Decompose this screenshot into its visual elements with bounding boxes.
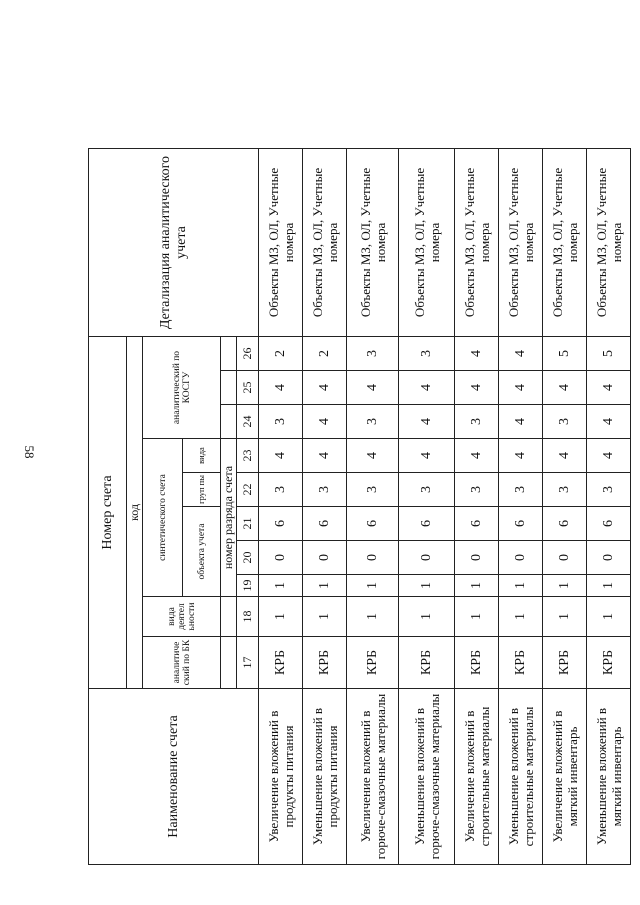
account-name-cell: Уменьшение вложений в продукты питания xyxy=(303,689,347,865)
header-code: код xyxy=(127,337,143,689)
digit-cell-22: 3 xyxy=(587,473,631,507)
digit-21: 21 xyxy=(237,507,259,541)
digit-cell-22: 3 xyxy=(499,473,543,507)
account-name-cell: Увеличение вложений в продукты питания xyxy=(259,689,303,865)
digit-cell-26: 3 xyxy=(347,337,399,371)
digit-cell-23: 4 xyxy=(455,439,499,473)
digit-cell-17: КРБ xyxy=(399,637,455,689)
digit-cell-25: 4 xyxy=(399,371,455,405)
detail-cell: Объекты МЗ, ОЛ, Учетные номера xyxy=(455,149,499,337)
digit-cell-21: 6 xyxy=(543,507,587,541)
account-name-cell: Увеличение вложений в мягкий инвентарь xyxy=(543,689,587,865)
digit-cell-21: 6 xyxy=(303,507,347,541)
account-name-cell: Увеличение вложений в строительные материалы xyxy=(455,689,499,865)
digit-cell-20: 0 xyxy=(543,541,587,575)
table-row xyxy=(499,149,543,865)
digit-cell-23: 4 xyxy=(499,439,543,473)
digit-cell-17: КРБ xyxy=(347,637,399,689)
digit-cell-20: 0 xyxy=(399,541,455,575)
digit-cell-17: КРБ xyxy=(587,637,631,689)
digit-cell-22: 3 xyxy=(347,473,399,507)
table-row xyxy=(347,149,399,865)
digit-22: 22 xyxy=(237,473,259,507)
digit-cell-26: 2 xyxy=(259,337,303,371)
digit-17: 17 xyxy=(237,637,259,689)
digit-cell-23: 4 xyxy=(347,439,399,473)
digit-cell-18: 1 xyxy=(347,597,399,637)
digit-cell-20: 0 xyxy=(587,541,631,575)
account-name-cell: Уменьшение вложений в горюче-смазочные материалы xyxy=(399,689,455,865)
digit-cell-25: 4 xyxy=(499,371,543,405)
detail-cell: Объекты МЗ, ОЛ, Учетные номера xyxy=(587,149,631,337)
table-row xyxy=(455,149,499,865)
digit-cell-24: 4 xyxy=(303,405,347,439)
detail-cell: Объекты МЗ, ОЛ, Учетные номера xyxy=(303,149,347,337)
digit-cell-18: 1 xyxy=(587,597,631,637)
account-name-cell: Уменьшение вложений в строительные материалы xyxy=(499,689,543,865)
digit-cell-21: 6 xyxy=(399,507,455,541)
table-row xyxy=(587,149,631,865)
detail-cell: Объекты МЗ, ОЛ, Учетные номера xyxy=(347,149,399,337)
header-analytic-kosgu: аналитический по КОСГУ xyxy=(143,337,221,439)
digit-cell-22: 3 xyxy=(543,473,587,507)
digit-cell-24: 4 xyxy=(399,405,455,439)
digit-cell-23: 4 xyxy=(303,439,347,473)
digit-cell-26: 5 xyxy=(543,337,587,371)
digit-cell-26: 3 xyxy=(399,337,455,371)
digit-cell-24: 4 xyxy=(587,405,631,439)
digit-cell-25: 4 xyxy=(259,371,303,405)
digit-cell-23: 4 xyxy=(259,439,303,473)
digit-cell-19: 1 xyxy=(455,575,499,597)
digit-cell-24: 4 xyxy=(499,405,543,439)
digit-cell-24: 3 xyxy=(543,405,587,439)
detail-cell: Объекты МЗ, ОЛ, Учетные номера xyxy=(259,149,303,337)
table-row xyxy=(259,149,303,865)
digit-cell-20: 0 xyxy=(347,541,399,575)
rotated-page xyxy=(80,0,640,905)
digit-cell-17: КРБ xyxy=(499,637,543,689)
digit-cell-18: 1 xyxy=(303,597,347,637)
digit-cell-21: 6 xyxy=(499,507,543,541)
digit-cell-19: 1 xyxy=(587,575,631,597)
digit-20: 20 xyxy=(237,541,259,575)
digit-cell-19: 1 xyxy=(303,575,347,597)
digit-cell-22: 3 xyxy=(259,473,303,507)
digit-cell-20: 0 xyxy=(303,541,347,575)
page-number: 58 xyxy=(22,445,37,459)
digit-cell-26: 4 xyxy=(499,337,543,371)
header-detail: Детализация аналитического учета xyxy=(89,149,259,337)
header-account-number: Номер счета xyxy=(89,337,127,689)
detail-cell: Объекты МЗ, ОЛ, Учетные номера xyxy=(399,149,455,337)
digit-cell-23: 4 xyxy=(543,439,587,473)
digit-cell-17: КРБ xyxy=(543,637,587,689)
digit-cell-17: КРБ xyxy=(455,637,499,689)
accounts-table xyxy=(88,148,631,865)
account-name-cell: Увеличение вложений в горюче-смазочные материалы xyxy=(347,689,399,865)
digit-cell-24: 3 xyxy=(347,405,399,439)
digit-cell-26: 4 xyxy=(455,337,499,371)
digit-cell-17: КРБ xyxy=(303,637,347,689)
table-row xyxy=(303,149,347,865)
header-object: объекта учета xyxy=(183,507,221,597)
digit-cell-20: 0 xyxy=(259,541,303,575)
table-row xyxy=(399,149,455,865)
digit-cell-25: 4 xyxy=(543,371,587,405)
account-name-cell: Уменьшение вложений в мягкий инвентарь xyxy=(587,689,631,865)
digit-cell-18: 1 xyxy=(399,597,455,637)
digit-cell-19: 1 xyxy=(347,575,399,597)
digit-cell-25: 4 xyxy=(347,371,399,405)
digit-cell-19: 1 xyxy=(499,575,543,597)
digit-cell-18: 1 xyxy=(455,597,499,637)
header-kind: вида xyxy=(183,439,221,473)
digit-cell-18: 1 xyxy=(259,597,303,637)
detail-cell: Объекты МЗ, ОЛ, Учетные номера xyxy=(543,149,587,337)
digit-cell-19: 1 xyxy=(259,575,303,597)
digit-cell-19: 1 xyxy=(543,575,587,597)
digit-cell-25: 4 xyxy=(455,371,499,405)
digit-cell-23: 4 xyxy=(399,439,455,473)
header-digit-number: номер разряда счета xyxy=(221,439,237,597)
digit-cell-19: 1 xyxy=(399,575,455,597)
digit-cell-21: 6 xyxy=(587,507,631,541)
digit-cell-17: КРБ xyxy=(259,637,303,689)
digit-cell-22: 3 xyxy=(399,473,455,507)
header-name: Наименование счета xyxy=(89,689,259,865)
digit-23: 23 xyxy=(237,439,259,473)
digit-cell-18: 1 xyxy=(499,597,543,637)
digit-cell-18: 1 xyxy=(543,597,587,637)
digit-cell-22: 3 xyxy=(455,473,499,507)
digit-18: 18 xyxy=(237,597,259,637)
digit-cell-20: 0 xyxy=(499,541,543,575)
header-analytic-bk: аналитиче ский по БК xyxy=(143,637,221,689)
digit-25: 25 xyxy=(237,371,259,405)
digit-cell-21: 6 xyxy=(455,507,499,541)
digit-cell-23: 4 xyxy=(587,439,631,473)
digit-cell-26: 5 xyxy=(587,337,631,371)
digit-24: 24 xyxy=(237,405,259,439)
table-row xyxy=(543,149,587,865)
digit-cell-21: 6 xyxy=(347,507,399,541)
digit-19: 19 xyxy=(237,575,259,597)
header-activity-type: вида деятел ьности xyxy=(143,597,221,637)
digit-cell-25: 4 xyxy=(303,371,347,405)
digit-26: 26 xyxy=(237,337,259,371)
digit-cell-24: 3 xyxy=(455,405,499,439)
detail-cell: Объекты МЗ, ОЛ, Учетные номера xyxy=(499,149,543,337)
digit-cell-25: 4 xyxy=(587,371,631,405)
digit-cell-22: 3 xyxy=(303,473,347,507)
header-group: груп пы xyxy=(183,473,221,507)
digit-cell-26: 2 xyxy=(303,337,347,371)
digit-cell-21: 6 xyxy=(259,507,303,541)
digit-cell-24: 3 xyxy=(259,405,303,439)
digit-cell-20: 0 xyxy=(455,541,499,575)
header-synthetic: синтетического счета xyxy=(143,439,183,597)
